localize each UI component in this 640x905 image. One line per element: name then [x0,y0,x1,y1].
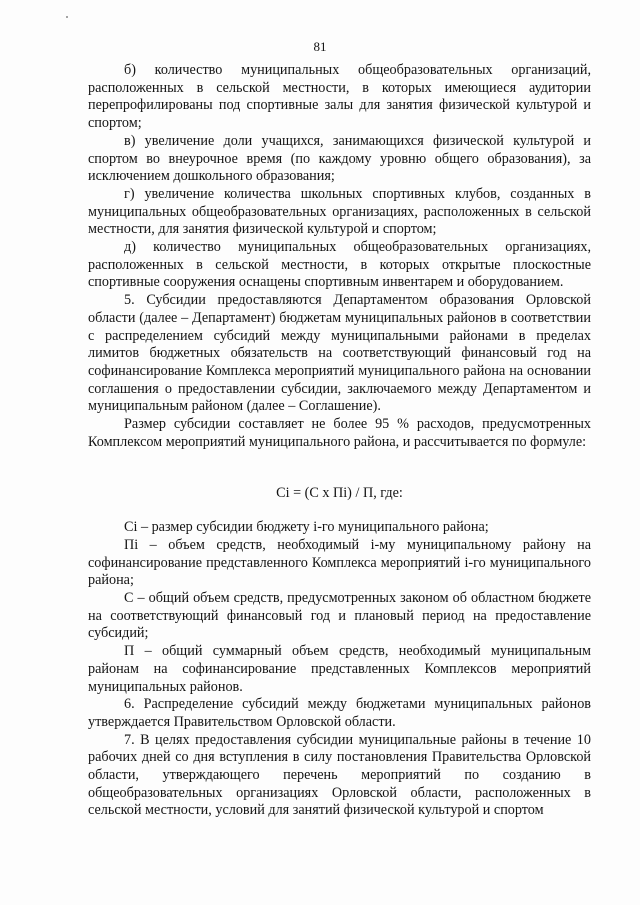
definition-ci: Ci – размер субсидии бюджету i-го муниципального района; [124,519,489,536]
paragraph-v: в) увеличение доли учащихся, занимающихся физической культурой и спортом во внеурочное время (по каждому уровню общего образования), за исключением дошкольного образования; [88,132,591,185]
paragraph-subsidy-size: Размер субсидии составляет не более 95 % расходов, предусмотренных Комплексом мероприятий муниципального района, и рассчитывается по формуле: [88,416,591,450]
paragraph-g: г) увеличение количества школьных спортивных клубов, созданных в муниципальных общеобразовательных организациях, расположенных в сельской местности, для занятия физической культурой и спортом; [88,185,591,238]
definition-c: С – общий объем средств, предусмотренных законом об областном бюджете на соответствующий финансовый год и плановый период на предоставление субсидий; [88,589,591,642]
paragraph-5: 5. Субсидии предоставляются Департаментом образования Орловской области (далее – Департамент) бюджетам муниципальных районов в соответствии с распределением субсидий между муниципальными районами в пределах лимитов бюджетных обязательств на соответствующий финансовый год на софинансирование Комплекса мероприятий муниципального района на основании соглашения о предоставлении субсидии, заключаемого между Департаментом и муниципальным районом (далее – Соглашение). [88,292,591,415]
formula: Ci = (C x Пi) / П, где: [276,485,403,502]
paragraph-7: 7. В целях предоставления субсидии муниципальные районы в течение 10 рабочих дней со дня вступления в силу постановления Правительства Орловской области, утверждающего перечень мероприятий по созданию в общеобразовательных организациях Орловской области, расположенных в сельской местности, условий для занятий физической культурой и спортом [88,731,591,819]
paragraph-d: д) количество муниципальных общеобразовательных организациях, расположенных в сельской местности, в которых открытые плоскостные спортивные сооружения оснащены спортивным инвентарем и оборудованием. [88,239,591,291]
definition-p: П – общий суммарный объем средств, необходимый муниципальным районам на софинансирование представленных Комплексов мероприятий муниципальных районов. [88,643,591,695]
paragraph-b: б) количество муниципальных общеобразовательных организаций, расположенных в сельской местности, в которых имеющиеся аудитории перепрофилированы под спортивные залы для занятия физической культурой и спортом; [88,62,591,132]
paragraph-6: 6. Распределение субсидий между бюджетами муниципальных районов утверждается Правительством Орловской области. [88,696,591,730]
definition-pi: Пi – объем средств, необходимый i-му муниципальному району на софинансирование представленного Комплекса мероприятий i-го муниципального района; [88,536,591,589]
document-body [88,62,591,820]
scan-artifact [66,16,68,18]
page-number: 81 [313,39,327,54]
